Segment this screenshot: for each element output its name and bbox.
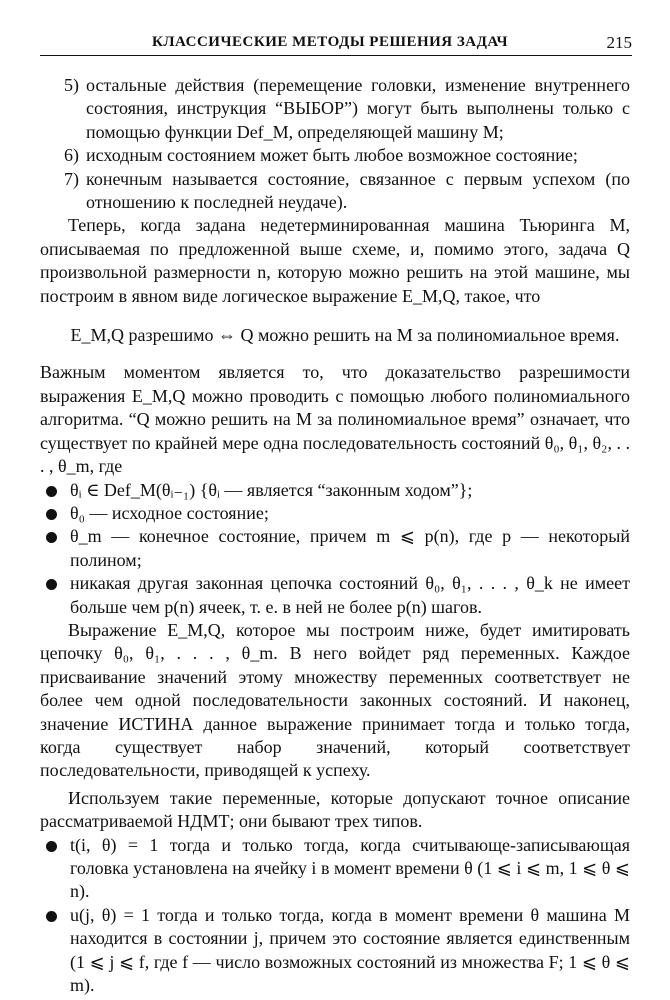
paragraph: Выражение E_M,Q, которое мы построим ниже, будет имитировать цепочку θ₀, θ₁, . . . , θ_m. В него войдет ряд переменных. Каждое присваивание значений этому множеству переменных соответствует не более чем одной последовательности законных состояний. И наконец, значение ИСТИНА данное выражение принимает тогда и только тогда, когда существует набор значений, который соответствует последовательности, приводящей к успеху. xyxy=(40,619,630,781)
bullet-icon xyxy=(46,486,57,497)
bullet-item xyxy=(40,572,630,619)
list-item xyxy=(40,74,630,144)
page-body xyxy=(40,74,630,997)
list-item-text: остальные действия (перемещение головки, изменение внутреннего состояния, инструкция “ВЫБОР”) могут быть выполнены только с помощью функции Def_M, определяющей машину M; xyxy=(86,75,630,142)
bullet-icon xyxy=(46,911,57,922)
bullet-text: никакая другая законная цепочка состояний θ₀, θ₁, . . . , θ_k не имеет больше чем p(n) ячеек, т. е. в ней не более p(n) шагов. xyxy=(70,573,630,617)
bullet-item xyxy=(40,479,630,502)
list-item-text: исходным состоянием может быть любое возможное состояние; xyxy=(86,145,578,166)
page-number: 215 xyxy=(606,33,632,52)
bullet-text: θ₀ — исходное состояние; xyxy=(70,502,269,523)
bullet-text: θᵢ ∈ Def_M(θᵢ₋₁) {θᵢ — является “законным ходом”}; xyxy=(70,479,473,500)
bullet-text: t(i, θ) = 1 тогда и только тогда, когда считывающе-записывающая головка установлена на ячейку i в момент времени θ (1 ⩽ i ⩽ m, 1 ⩽ θ ⩽ n). xyxy=(70,834,630,902)
bullet-item xyxy=(40,502,630,525)
bullet-icon xyxy=(46,509,57,520)
list-item xyxy=(40,168,630,215)
list-item xyxy=(40,144,630,167)
running-title: КЛАССИЧЕСКИЕ МЕТОДЫ РЕШЕНИЯ ЗАДАЧ xyxy=(152,34,508,50)
bullet-icon xyxy=(46,579,57,590)
bullet-item xyxy=(40,834,630,904)
bullet-item xyxy=(40,525,630,572)
bullet-icon xyxy=(46,841,57,852)
list-item-text: конечным называется состояние, связанное с первым успехом (по отношению к последней неудаче). xyxy=(86,168,630,213)
list-item-number: 7) xyxy=(64,168,79,189)
bullet-item xyxy=(40,904,630,998)
bullet-text: θ_m — конечное состояние, причем m ⩽ p(n), где p — некоторый полином; xyxy=(70,526,630,570)
paragraph: Используем такие переменные, которые допускают точное описание рассматриваемой НДМТ; они бывают трех типов. xyxy=(40,787,630,832)
paragraph: Важным моментом является то, что доказательство разрешимости выражения E_M,Q можно проводить с помощью любого полиномиального алгоритма. “Q можно решить на M за полиномиальное время” означает, что существует по крайней мере одна последовательность состояний θ₀, θ₁, θ₂, . . . , θ_m, где xyxy=(40,362,630,477)
running-header xyxy=(40,32,632,56)
bullet-icon xyxy=(46,532,57,543)
formula: E_M,Q разрешимо ⇔ Q можно решить на M за полиномиальное время. xyxy=(70,325,620,346)
bullet-text: u(j, θ) = 1 тогда и только тогда, когда в момент времени θ машина M находится в состоянии j, причем это состояние является единственным (1 ⩽ j ⩽ f, где f — число возможных состояний из множества F; 1 ⩽ θ ⩽ m). xyxy=(70,904,630,996)
paragraph: Теперь, когда задана недетерминированная машина Тьюринга M, описываемая по предложенной выше схеме, и, помимо этого, задача Q произвольной размерности n, которую можно решить на этой машине, мы построим в явном виде логическое выражение E_M,Q, такое, что xyxy=(40,215,630,306)
list-item-number: 5) xyxy=(64,75,79,95)
list-item-number: 6) xyxy=(64,145,79,166)
